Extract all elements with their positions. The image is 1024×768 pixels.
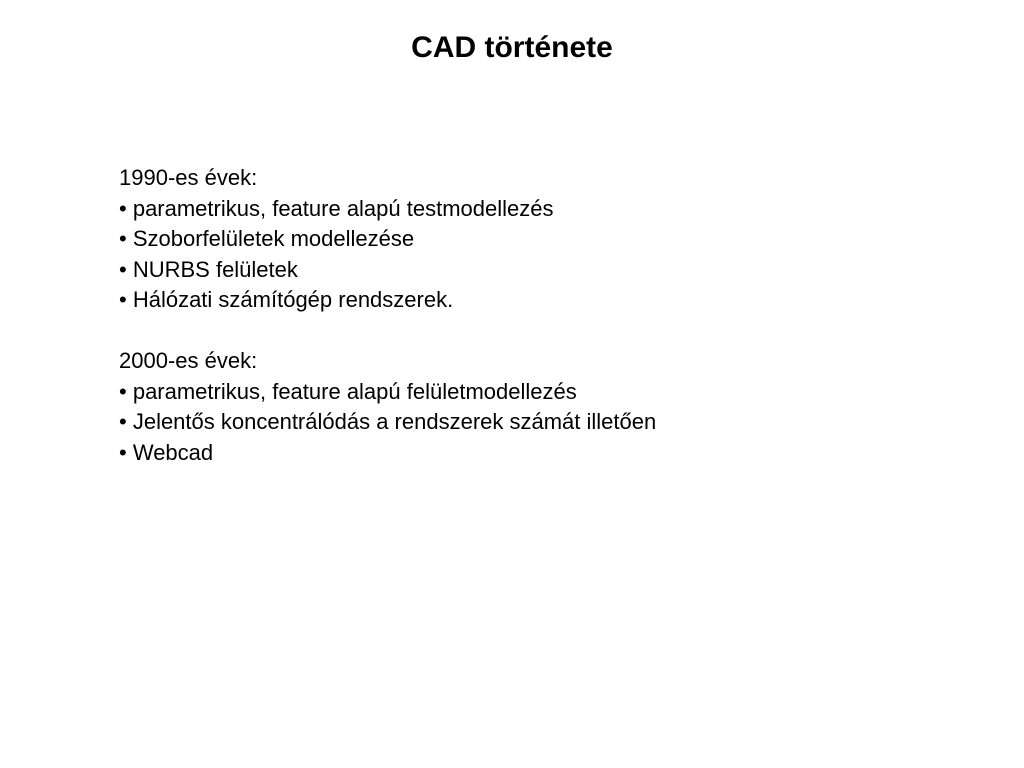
- bullet-mark: •: [119, 439, 127, 465]
- list-item-text: parametrikus, feature alapú felületmodellezés: [132, 378, 577, 404]
- list-item: [119, 377, 679, 408]
- slide-content: [119, 163, 679, 499]
- list-item: [119, 285, 679, 316]
- bullet-mark: •: [119, 256, 127, 282]
- list-item-text: Hálózati számítógép rendszerek.: [132, 287, 454, 312]
- section-1990s: [119, 163, 679, 316]
- bullet-list: [119, 377, 679, 469]
- list-item: [119, 407, 679, 438]
- list-item-text: Szoborfelületek modellezése: [132, 226, 415, 251]
- bullet-mark: •: [119, 378, 127, 404]
- list-item: [119, 224, 679, 255]
- list-item: [119, 194, 679, 225]
- section-heading: 1990-es évek:: [119, 165, 258, 190]
- bullet-mark: •: [119, 287, 127, 312]
- list-item: [119, 255, 679, 286]
- list-item-text: Jelentős koncentrálódás a rendszerek számát illetően: [132, 409, 657, 434]
- bullet-mark: •: [119, 226, 127, 251]
- list-item: [119, 438, 679, 469]
- section-heading: 2000-es évek:: [119, 348, 258, 373]
- bullet-mark: •: [119, 409, 127, 434]
- bullet-mark: •: [119, 195, 127, 221]
- slide-title: CAD története: [411, 31, 613, 64]
- list-item-text: NURBS felületek: [132, 256, 298, 282]
- list-item-text: parametrikus, feature alapú testmodellezés: [132, 195, 554, 221]
- list-item-text: Webcad: [132, 439, 214, 465]
- bullet-list: [119, 194, 679, 316]
- section-2000s: [119, 346, 679, 468]
